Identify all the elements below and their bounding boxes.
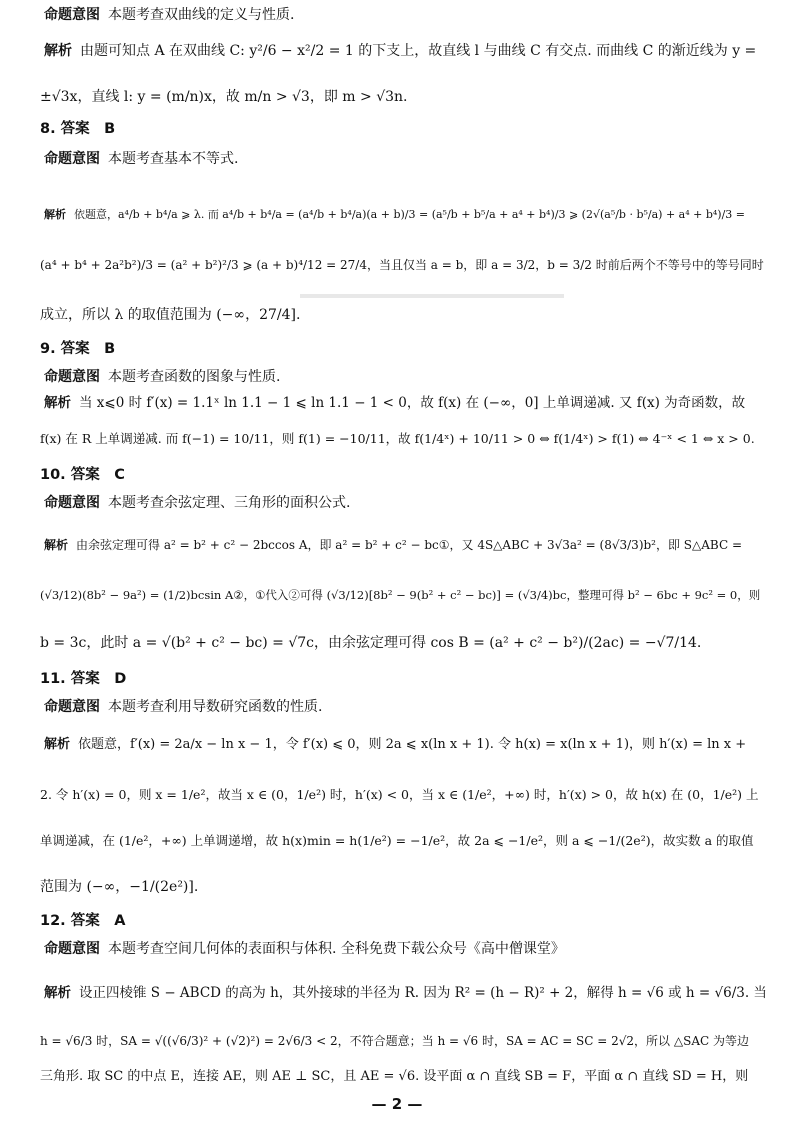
line-28: 三角形. 取 SC 的中点 E，连接 AE，则 AE ⊥ SC，且 AE = √6. 设平面 α ∩ 直线 SB = F，平面 α ∩ 直线 SD = H，则 (40, 1069, 749, 1084)
line-3: ±√3x，直线 l: y = (m/n)x，故 m/n > √3，即 m > √3n. (40, 89, 408, 105)
answer-header-11: 11. 答案 D (40, 671, 127, 687)
line-19: 命题意图 本题考查利用导数研究函数的性质. (44, 699, 323, 715)
line-11: 解析 当 x⩽0 时 f′(x) = 1.1ˣ ln 1.1 − 1 ⩽ ln 1.1 − 1 < 0，故 f(x) 在 (−∞，0] 上单调递减. 又 f(x) 为奇函数，故 (44, 395, 746, 411)
line-22: 单调递减，在 (1/e²，+∞) 上单调递增，故 h(x)min = h(1/e²) = −1/e²，故 2a ⩽ −1/e²，则 a ⩽ −1/(2e²)，故实数 a 的取值 (40, 833, 754, 848)
page-number: — 2 — (371, 1095, 423, 1113)
line-8: 成立，所以 λ 的取值范围为 (−∞，27/4]. (40, 307, 301, 323)
line-27: h = √6/3 时，SA = √((√6/3)² + (√2)²) = 2√6/3 < 2，不符合题意；当 h = √6 时，SA = AC = SC = 2√2，所以 △SAC 为等边 (40, 1034, 749, 1048)
answer-header-9: 9. 答案 B (40, 341, 116, 357)
line-12: f(x) 在 R 上单调递减. 而 f(−1) = 10/11，则 f(1) = −10/11，故 f(1/4ˣ) + 10/11 > 0 ⇔ f(1/4ˣ) > f(1) ⇔ 4⁻ˣ < 1 ⇔ x > 0. (40, 431, 755, 446)
answer-header-10: 10. 答案 C (40, 467, 125, 483)
line-6: 解析 依题意，a⁴/b + b⁴/a ⩾ λ. 而 a⁴/b + b⁴/a = (a⁴/b + b⁴/a)(a + b)/3 = (a⁵/b + b⁵/a + a⁴ + b⁴)/3 ⩾ (2√(a⁵/b · b⁵/a) + a⁴ + b⁴)/3 = (44, 208, 746, 221)
line-5: 命题意图 本题考查基本不等式. (44, 151, 239, 167)
line-1: 命题意图 本题考查双曲线的定义与性质. (44, 7, 295, 23)
line-17: b = 3c，此时 a = √(b² + c² − bc) = √7c，由余弦定理可得 cos B = (a² + c² − b²)/(2ac) = −√7/14. (40, 635, 702, 651)
answer-header-8: 8. 答案 B (40, 121, 116, 137)
line-16: (√3/12)(8b² − 9a²) = (1/2)bcsin A②，①代入②可得 (√3/12)[8b² − 9(b² + c² − bc)] = (√3/4)bc，整理可得 b² − 6bc + 9c² = 0，则 (40, 588, 761, 602)
line-21: 2. 令 h′(x) = 0，则 x = 1/e²，故当 x ∈ (0，1/e²) 时，h′(x) < 0，当 x ∈ (1/e²，+∞) 时，h′(x) > 0，故 h(x) 在 (0，1/e²) 上 (40, 787, 759, 802)
line-7: (a⁴ + b⁴ + 2a²b²)/3 = (a² + b²)²/3 ⩾ (a + b)⁴/12 = 27/4，当且仅当 a = b，即 a = 3/2，b = 3/2 时前后两个不等号中的等号同时 (40, 258, 764, 272)
faint-rule (300, 294, 564, 298)
line-25: 命题意图 本题考查空间几何体的表面积与体积. 全科免费下载公众号《高中僧课堂》 (44, 941, 565, 957)
line-26: 解析 设正四棱锥 S − ABCD 的高为 h，其外接球的半径为 R. 因为 R² = (h − R)² + 2，解得 h = √6 或 h = √6/3. 当 (44, 985, 767, 1001)
line-14: 命题意图 本题考查余弦定理、三角形的面积公式. (44, 495, 351, 511)
line-15: 解析 由余弦定理可得 a² = b² + c² − 2bccos A，即 a² = b² + c² − bc①，又 4S△ABC + 3√3a² = (8√3/3)b²，即 S△ABC = (44, 538, 743, 552)
line-20: 解析 依题意，f′(x) = 2a/x − ln x − 1，令 f′(x) ⩽ 0，则 2a ⩽ x(ln x + 1). 令 h(x) = x(ln x + 1)，则 h′(x) = ln x + (44, 737, 747, 752)
answer-header-12: 12. 答案 A (40, 913, 126, 929)
line-10: 命题意图 本题考查函数的图象与性质. (44, 369, 281, 385)
line-2: 解析 由题可知点 A 在双曲线 C: y²/6 − x²/2 = 1 的下支上，故直线 l 与曲线 C 有交点. 而曲线 C 的渐近线为 y = (44, 43, 757, 59)
line-23: 范围为 (−∞，−1/(2e²)]. (40, 879, 199, 895)
